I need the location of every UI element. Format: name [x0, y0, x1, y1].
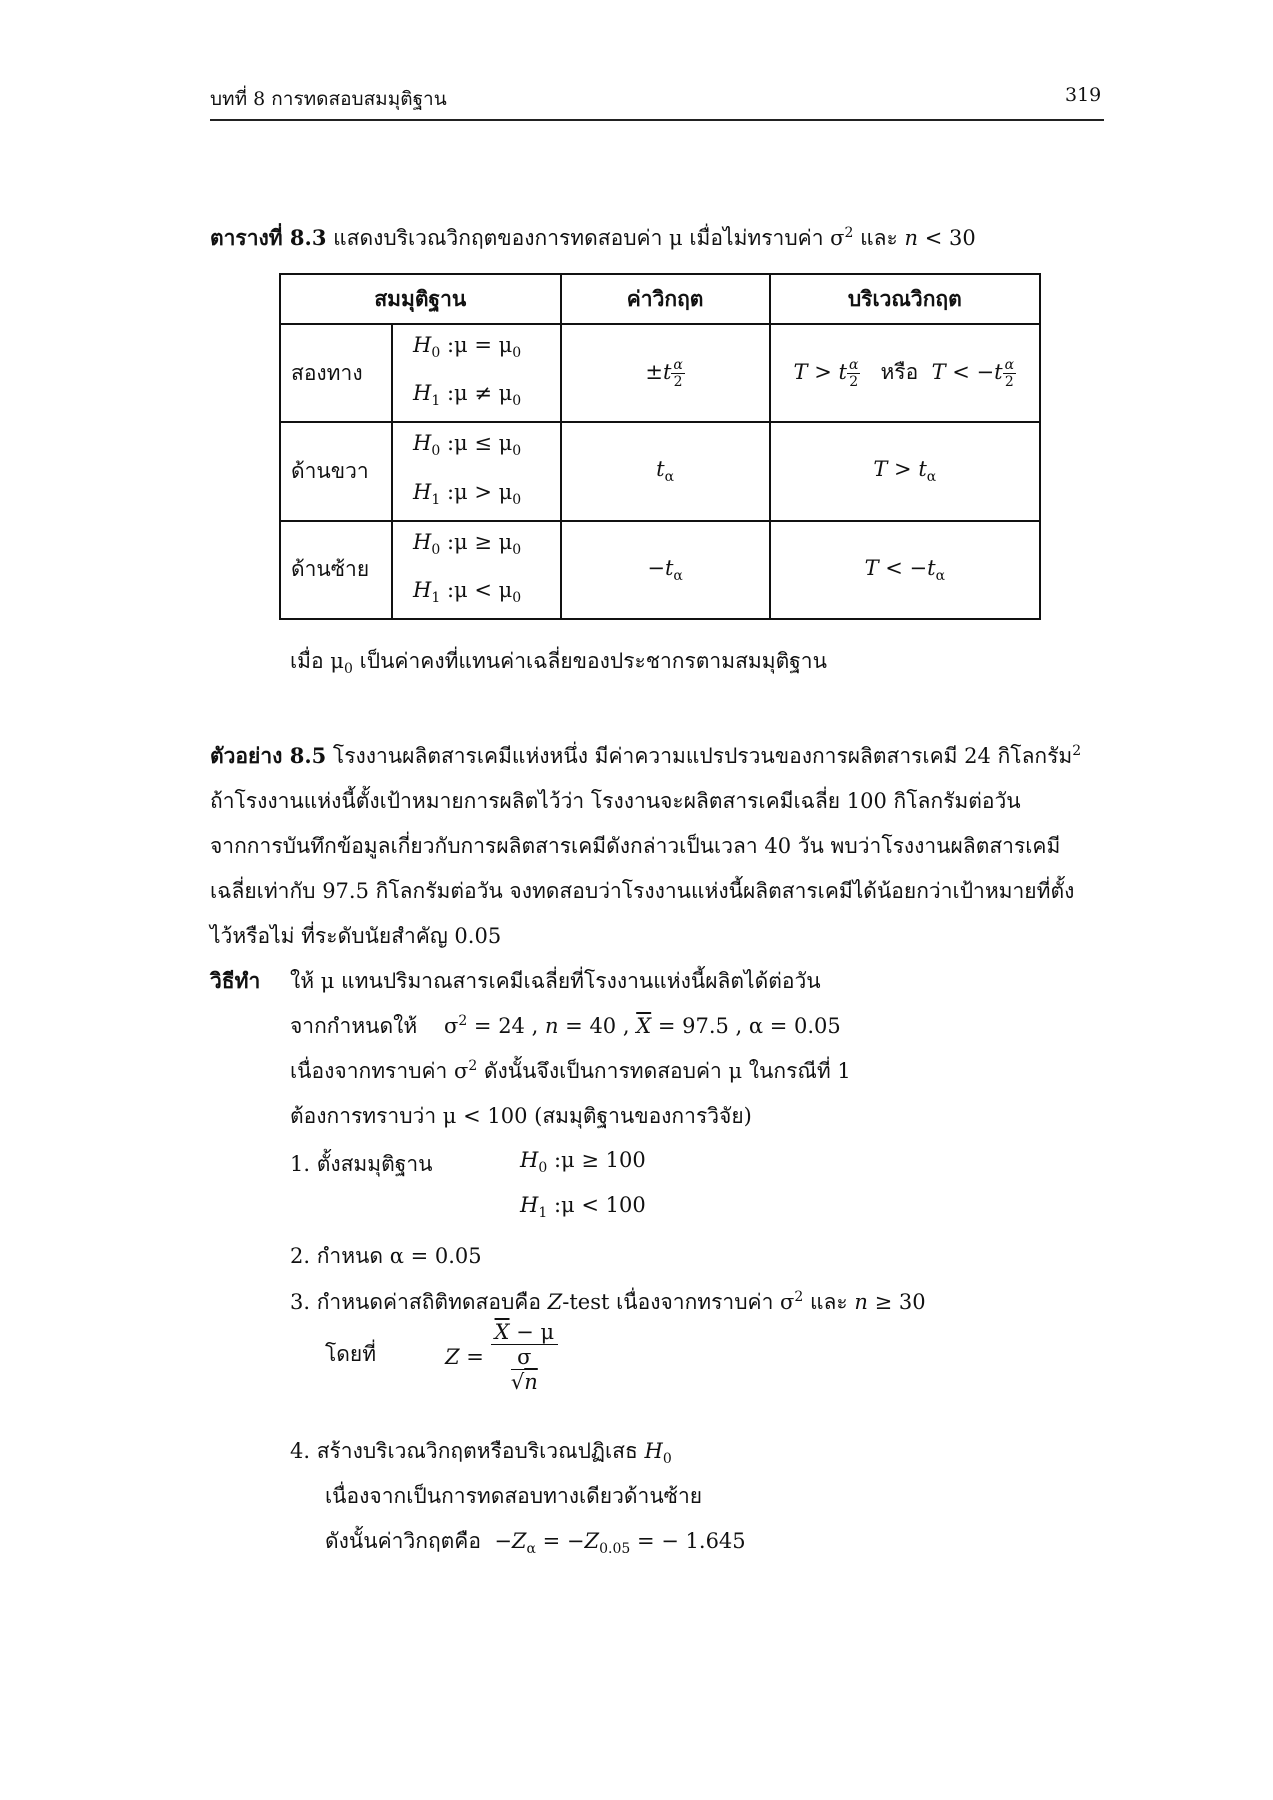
step-4: 4. สร้างบริเวณวิกฤตหรือบริเวณปฏิเสธ $H_0$ — [290, 1439, 672, 1468]
step-1-h1: $H_1$ :μ < 100 — [520, 1193, 646, 1222]
caption-n: n — [904, 226, 919, 250]
hypotheses: $H_0$ :μ ≤ $\mu_0$ $H_1$ :μ > $\mu_0$ — [392, 422, 561, 520]
example-line-2: ถ้าโรงงานแห่งนี้ตั้งเป้าหมายการผลิตไว้ว่า โรงงานจะผลิตสารเคมีเฉลี่ย 100 กิโลกรัมต่อวัน — [210, 789, 1021, 813]
col-hypothesis: สมมุติฐาน — [280, 274, 561, 324]
critical-value: $t_\alpha$ — [561, 422, 770, 520]
step-3: 3. กำหนดค่าสถิติทดสอบคือ Z-test เนื่องจากทราบค่า $\sigma^2$ และ n ≥ 30 — [290, 1289, 926, 1314]
step-2: 2. กำหนด α = 0.05 — [290, 1244, 482, 1268]
table-row — [280, 422, 1040, 520]
caption-sup: 2 — [844, 225, 854, 241]
table-header-row — [280, 274, 1040, 324]
step-4-line-2: เนื่องจากเป็นการทดสอบทางเดียวด้านซ้าย — [325, 1484, 703, 1508]
col-critical-value: ค่าวิกฤต — [561, 274, 770, 324]
hypotheses: $H_0$ :μ = $\mu_0$ $H_1$ :μ ≠ $\mu_0$ — [392, 324, 561, 422]
table-row — [280, 521, 1040, 619]
table-note: เมื่อ $\mu_0$ เป็นค่าคงที่แทนค่าเฉลี่ยของประชากรตามสมมุติฐาน — [290, 649, 827, 678]
solution-given: จากกำหนดให้ $\sigma^2 = 24$ , n = 40 , $\overline{X} = 97.5$ , α = 0.05 — [290, 1013, 841, 1038]
solution-known: เนื่องจากทราบค่า $\sigma^2$ ดังนั้นจึงเป็นการทดสอบค่า μ ในกรณีที่ 1 — [290, 1058, 851, 1083]
page-number: 319 — [1065, 84, 1102, 106]
step-1-label: 1. ตั้งสมมุติฐาน — [290, 1152, 433, 1176]
critical-region: $T > t_\alpha$ — [770, 422, 1040, 520]
hypotheses: $H_0$ :μ ≥ $\mu_0$ $H_1$ :μ < $\mu_0$ — [392, 521, 561, 619]
example-line-1: ตัวอย่าง 8.5 โรงงานผลิตสารเคมีแห่งหนึ่ง มีค่าความแปรปรวนของการผลิตสารเคมี 24 กิโลกรัม$^2$ — [210, 743, 1082, 768]
caption-text: แสดงบริเวณวิกฤตของการทดสอบค่า μ เมื่อไม่ทราบค่า σ — [326, 226, 845, 250]
critical-value: ±t $\frac{\alpha}{2}$ — [561, 324, 770, 422]
step-1-h0: $H_0$ :μ ≥ 100 — [520, 1148, 646, 1177]
test-type: สองทาง — [280, 324, 392, 422]
table-caption — [210, 222, 976, 255]
caption-tail: และ — [853, 226, 905, 250]
solution-label: วิธีทำ — [210, 968, 261, 993]
test-type: ด้านซ้าย — [280, 521, 392, 619]
example-label: ตัวอย่าง 8.5 — [210, 743, 327, 768]
table-row — [280, 324, 1040, 422]
col-critical-region: บริเวณวิกฤต — [770, 274, 1040, 324]
solution-want: ต้องการทราบว่า μ < 100 (สมมุติฐานของการวิจัย) — [290, 1104, 752, 1128]
critical-value: $-t_\alpha$ — [561, 521, 770, 619]
critical-region: $T < -t_\alpha$ — [770, 521, 1040, 619]
header-rule — [210, 119, 1104, 121]
test-type: ด้านขวา — [280, 422, 392, 520]
critical-region: T > t $\frac{\alpha}{2}$ หรือ T < −t $\frac{\alpha}{2}$ — [770, 324, 1040, 422]
running-header: บทที่ 8 การทดสอบสมมุติฐาน — [210, 88, 447, 110]
caption-label: ตารางที่ 8.3 — [210, 225, 327, 250]
caption-cond: < 30 — [918, 226, 976, 250]
example-line-4: เฉลี่ยเท่ากับ 97.5 กิโลกรัมต่อวัน จงทดสอบว่าโรงงานแห่งนี้ผลิตสารเคมีได้น้อยกว่าเป้าหมายที่ตั้ง — [210, 879, 1075, 903]
solution-intro: ให้ μ แทนปริมาณสารเคมีเฉลี่ยที่โรงงานแห่งนี้ผลิตได้ต่อวัน — [290, 969, 821, 993]
example-line-5: ไว้หรือไม่ ที่ระดับนัยสำคัญ 0.05 — [210, 924, 502, 948]
z-formula: Z = $\frac{\overline{X} - \mu}{\frac{\sigma}{√n}}$ — [445, 1320, 558, 1394]
critical-region-table — [279, 273, 1041, 620]
step-4-line-3: ดังนั้นค่าวิกฤตคือ $-Z_\alpha = -Z_{0.05}$ = − 1.645 — [325, 1529, 746, 1558]
example-line-3: จากการบันทึกข้อมูลเกี่ยวกับการผลิตสารเคมีดังกล่าวเป็นเวลา 40 วัน พบว่าโรงงานผลิตสารเคมี — [210, 834, 1061, 858]
step-3-where: โดยที่ — [325, 1342, 377, 1366]
